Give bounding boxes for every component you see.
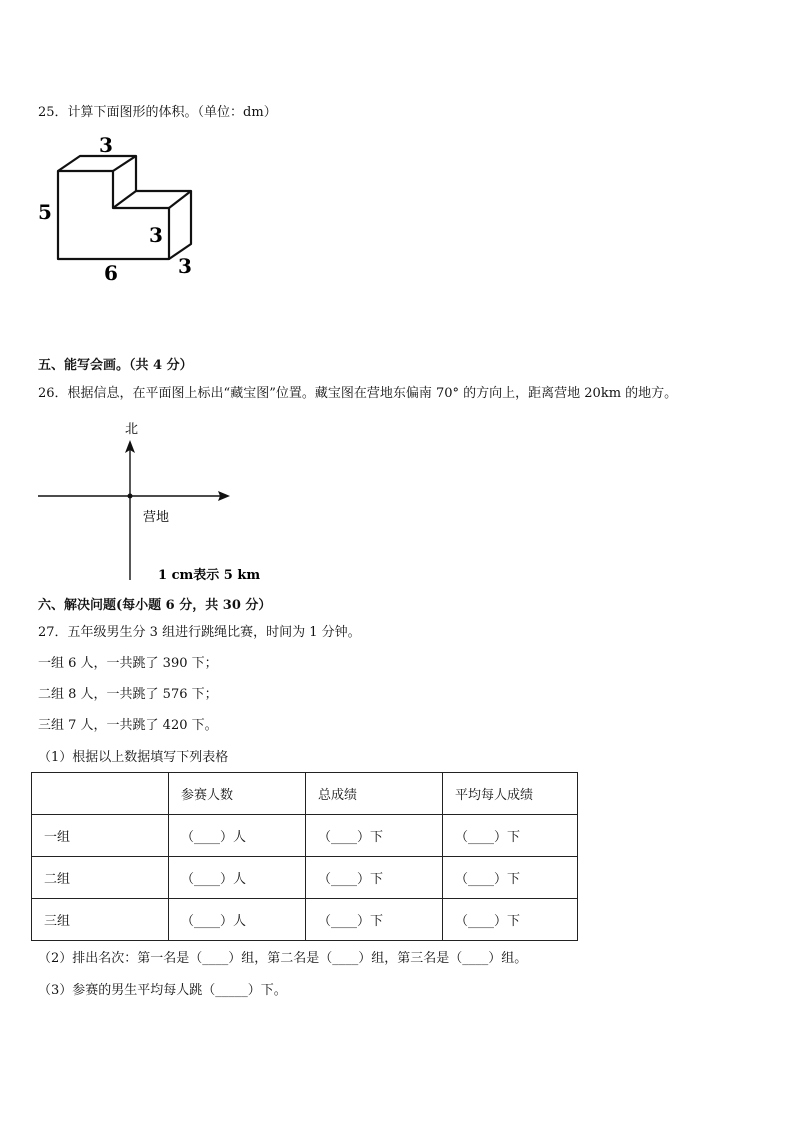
group-line: 三组 7 人，一共跳了 420 下。 [38,718,218,733]
q27-part1: （1）根据以上数据填写下列表格 [38,750,229,765]
q26-prompt: 26．根据信息，在平面图上标出“藏宝图”位置。藏宝图在营地东偏南 70° 的方向上，距离营地 20km 的地方。 [38,386,678,401]
answer-blank-cell[interactable]: （____）下 [306,815,443,857]
direction-axes [36,418,261,583]
table-header-cell: 平均每人成绩 [443,773,578,815]
table-header-cell: 参赛人数 [169,773,306,815]
scale-label: 1 cm表示 5 km [158,568,261,583]
table-header-cell [32,773,169,815]
dim-top-label: 3 [99,133,113,157]
q27-part3: （3）参赛的男生平均每人跳（_____）下。 [38,983,287,998]
l-shaped-prism-figure [36,132,206,285]
answer-blank-cell[interactable]: （____）人 [169,857,306,899]
dim-depth-label: 3 [178,254,192,278]
table-row [32,815,578,857]
table-header-cell: 总成绩 [306,773,443,815]
group-name-cell: 二组 [32,857,169,899]
score-table [31,772,578,941]
section5-title: 五、能写会画。（共 4 分） [38,358,193,373]
group-line: 一组 6 人，一共跳了 390 下； [38,656,218,671]
section6-title: 六、解决问题(每小题 6 分，共 30 分） [38,598,272,613]
dim-left-label: 5 [38,200,52,224]
q27-part2: （2）排出名次：第一名是（____）组，第二名是（____）组，第三名是（____）组。 [38,951,528,966]
table-row [32,857,578,899]
answer-blank-cell[interactable]: （____）下 [443,815,578,857]
answer-blank-cell[interactable]: （____）下 [443,899,578,941]
group-name-cell: 一组 [32,815,169,857]
answer-blank-cell[interactable]: （____）下 [306,899,443,941]
answer-blank-cell[interactable]: （____）下 [443,857,578,899]
group-name-cell: 三组 [32,899,169,941]
table-row [32,899,578,941]
dim-inner-label: 3 [149,223,163,247]
table-header-row [32,773,578,815]
q25-prompt: 25．计算下面图形的体积。（单位：dm） [38,105,277,120]
answer-blank-cell[interactable]: （____）下 [306,857,443,899]
answer-blank-cell[interactable]: （____）人 [169,899,306,941]
north-label: 北 [125,422,139,437]
q27-prompt: 27．五年级男生分 3 组进行跳绳比赛，时间为 1 分钟。 [38,625,361,640]
group-line: 二组 8 人，一共跳了 576 下； [38,687,218,702]
answer-blank-cell[interactable]: （____）人 [169,815,306,857]
dim-bottom-label: 6 [104,261,118,285]
camp-label: 营地 [143,510,170,525]
